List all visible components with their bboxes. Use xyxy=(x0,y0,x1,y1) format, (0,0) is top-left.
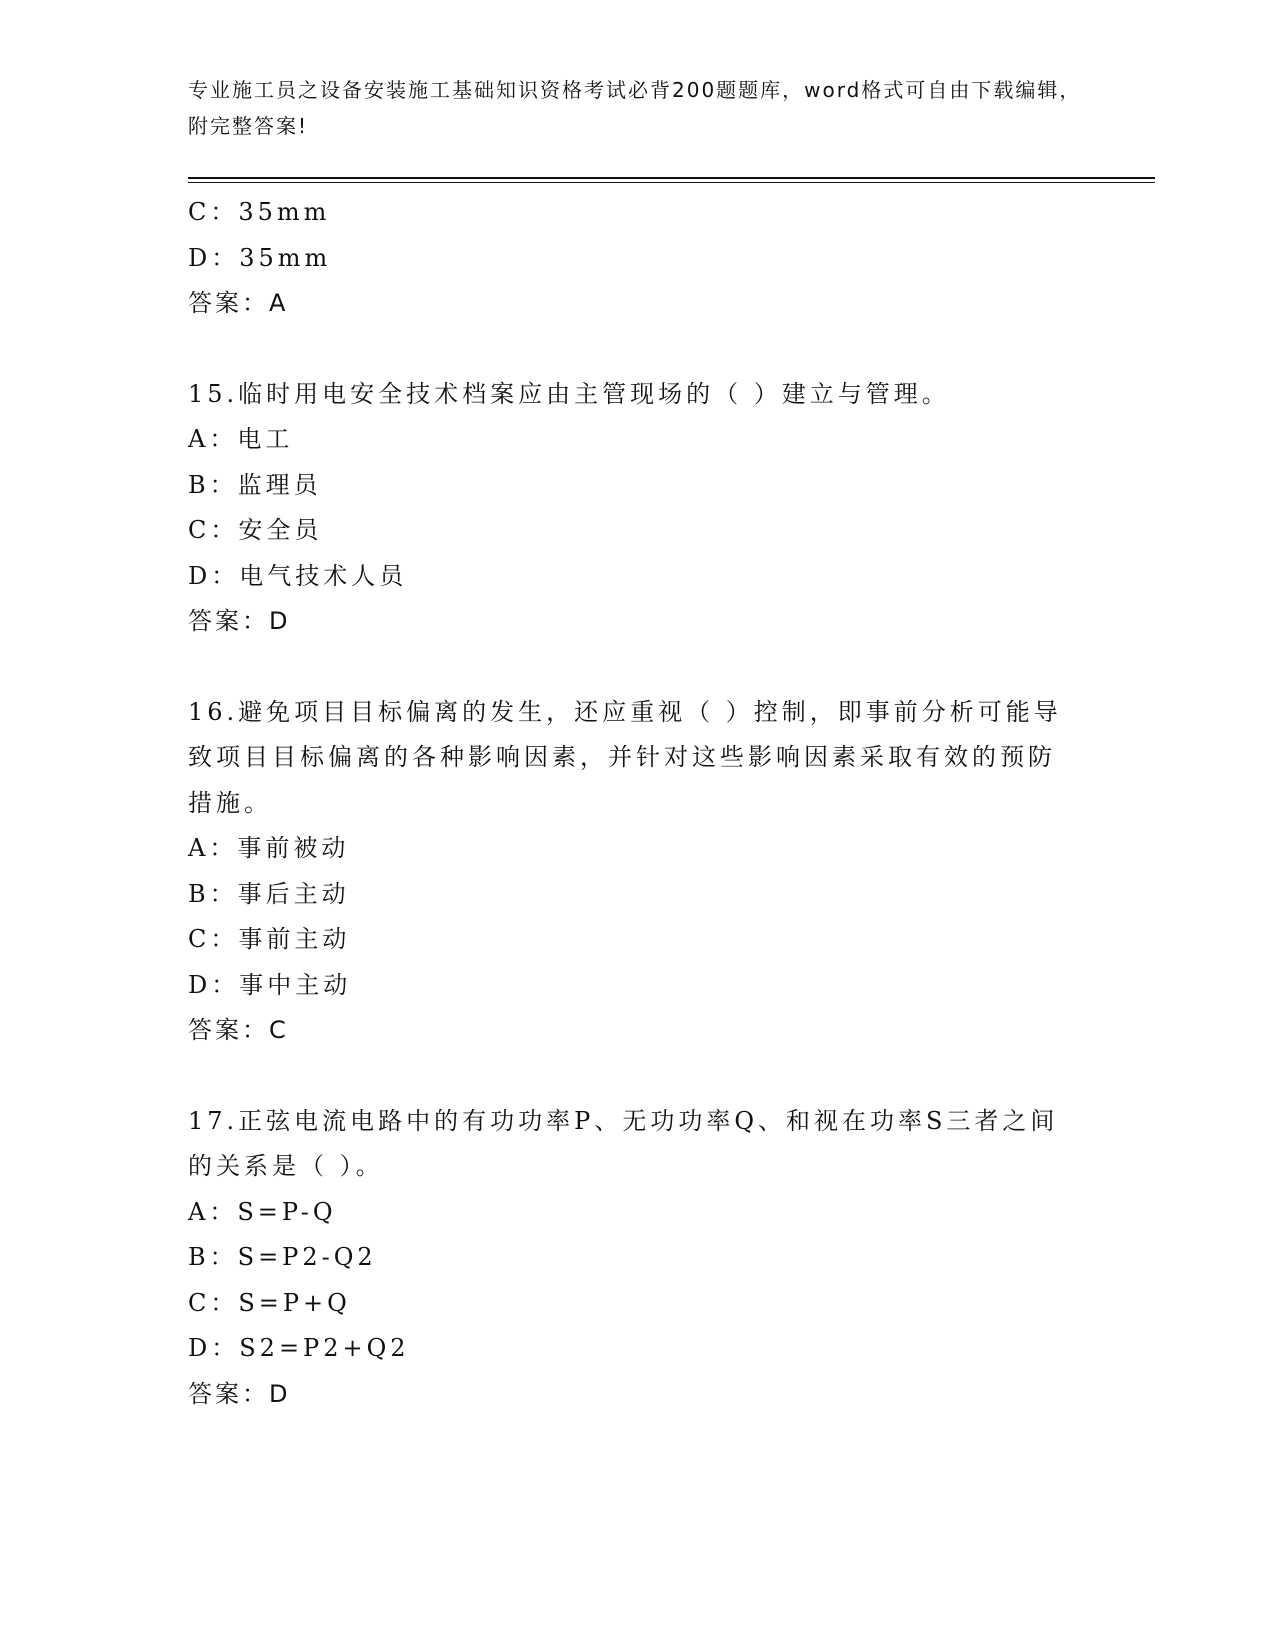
question-16 xyxy=(188,690,1068,1054)
question-15 xyxy=(188,372,1068,645)
option-d: D：S2=P2+Q2 xyxy=(188,1334,410,1362)
option-c: C：安全员 xyxy=(188,516,323,544)
answer: 答案：D xyxy=(188,1379,291,1408)
header-divider xyxy=(188,177,1155,179)
header-divider-thin xyxy=(188,182,1155,183)
answer: 答案：A xyxy=(188,289,289,317)
answer: 答案：D xyxy=(188,607,291,635)
question-text: 17.正弦电流电路中的有功功率P、无功功率Q、和视在功率S三者之间的关系是（ ）。 xyxy=(188,1106,1059,1180)
option-c: C：S=P+Q xyxy=(188,1288,351,1317)
option-d: D：电气技术人员 xyxy=(188,561,408,590)
document-header: 专业施工员之设备安装施工基础知识资格考试必背200题题库，word格式可自由下载编辑，附完整答案! xyxy=(188,78,1082,138)
option-c: C：35mm xyxy=(188,198,331,226)
question-list xyxy=(188,190,1068,1417)
question-17 xyxy=(188,1099,1068,1418)
option-a: A：S=P-Q xyxy=(188,1197,337,1226)
carryover-question xyxy=(188,190,1068,327)
answer: 答案：C xyxy=(188,1016,289,1044)
option-a: A：电工 xyxy=(188,425,294,453)
option-b: B：监理员 xyxy=(188,470,322,499)
option-d: D：35mm xyxy=(188,243,332,272)
question-text: 16.避免项目目标偏离的发生，还应重视（ ）控制，即事前分析可能导致项目目标偏离的各种影响因素，并针对这些影响因素采取有效的预防措施。 xyxy=(188,697,1062,817)
option-b: B：S=P2-Q2 xyxy=(188,1243,377,1271)
option-c: C：事前主动 xyxy=(188,925,351,953)
option-a: A：事前被动 xyxy=(188,834,350,862)
option-b: B：事后主动 xyxy=(188,879,350,908)
question-text: 15.临时用电安全技术档案应由主管现场的（ ）建立与管理。 xyxy=(188,379,950,408)
option-d: D：事中主动 xyxy=(188,970,352,999)
